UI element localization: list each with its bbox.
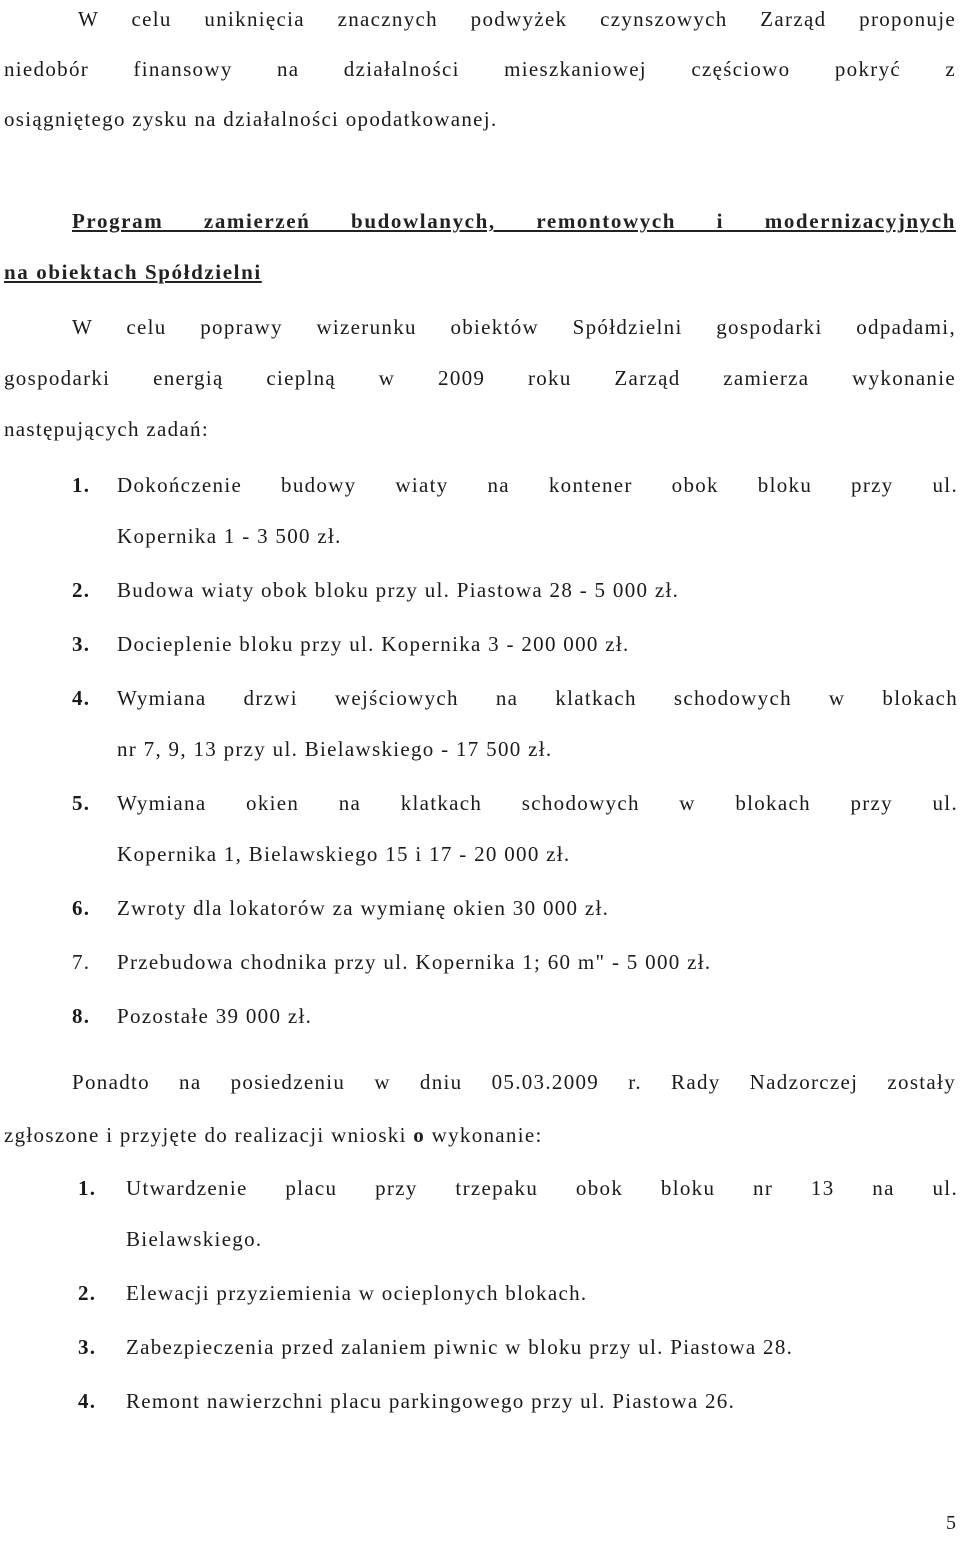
list-item — [78, 1376, 958, 1427]
list-item — [72, 460, 958, 562]
heading-line-2 — [4, 247, 956, 298]
list-item-number: 2. — [78, 1281, 97, 1305]
list-item — [72, 991, 958, 1042]
list-item — [72, 883, 958, 934]
list-item-number: 4. — [78, 1389, 97, 1413]
plan-line-1: W celu poprawy wizerunku obiektów Spółdzielni gospodarki odpadami, — [72, 315, 956, 339]
outro-text-a: zgłoszone i przyjęte do realizacji wnioski — [4, 1123, 414, 1147]
list-item-number: 3. — [72, 632, 91, 656]
list-item-text-continued: Kopernika 1, Bielawskiego 15 i 17 - 20 000 zł. — [117, 842, 571, 866]
list-item-text: Remont nawierzchni placu parkingowego przy ul. Piastowa 26. — [126, 1389, 736, 1413]
list-item-text: Docieplenie bloku przy ul. Kopernika 3 - 200 000 zł. — [117, 632, 630, 656]
outro-line-2 — [4, 1109, 956, 1162]
intro-line-3: osiągniętego zysku na działalności opodatkowanej. — [4, 107, 498, 131]
list-item-number: 4. — [72, 686, 91, 710]
heading-line-1 — [4, 196, 956, 247]
list-item — [78, 1322, 958, 1373]
list-item-number: 7. — [72, 950, 91, 974]
list-item-text: Przebudowa chodnika przy ul. Kopernika 1; 60 m" - 5 000 zł. — [117, 950, 712, 974]
list-item-text-continued: Bielawskiego. — [126, 1227, 263, 1251]
list-item-text-continued: nr 7, 9, 13 przy ul. Bielawskiego - 17 500 zł. — [117, 737, 553, 761]
list-item-number: 6. — [72, 896, 91, 920]
list-item-number: 8. — [72, 1004, 91, 1028]
list-item-text: Budowa wiaty obok bloku przy ul. Piastowa 28 - 5 000 zł. — [117, 578, 680, 602]
list-item-number: 1. — [78, 1176, 97, 1200]
list-item-text: Zabezpieczenia przed zalaniem piwnic w bloku przy ul. Piastowa 28. — [126, 1335, 794, 1359]
list-item — [72, 778, 958, 880]
plan-paragraph — [4, 302, 956, 455]
heading-text-1: Program zamierzeń budowlanych, remontowych i modernizacyjnych — [72, 209, 956, 233]
list-item — [72, 619, 958, 670]
heading-text-2: na obiektach Spółdzielni — [4, 260, 262, 284]
list-item — [72, 673, 958, 775]
page-number: 5 — [946, 1512, 956, 1534]
intro-line-2: niedobór finansowy na działalności mieszkaniowej częściowo pokryć z — [4, 57, 956, 81]
list-item-text: Wymiana okien na klatkach schodowych w blokach przy ul. — [117, 791, 958, 815]
list-item — [72, 937, 958, 988]
plan-line-3: następujących zadań: — [4, 417, 209, 441]
list-item-text: Zwroty dla lokatorów za wymianę okien 30 000 zł. — [117, 896, 610, 920]
intro-paragraph — [4, 0, 956, 144]
list-item-number: 1. — [72, 473, 91, 497]
list-item-number: 5. — [72, 791, 91, 815]
task-list — [72, 460, 958, 1045]
list-item-text: Utwardzenie placu przy trzepaku obok bloku nr 13 na ul. — [126, 1176, 958, 1200]
outro-paragraph — [4, 1056, 956, 1162]
list-item — [78, 1163, 958, 1265]
list-item-text: Wymiana drzwi wejściowych na klatkach schodowych w blokach — [117, 686, 958, 710]
list-item-text: Dokończenie budowy wiaty na kontener obok bloku przy ul. — [117, 473, 958, 497]
section-heading — [4, 196, 956, 298]
list-item-text-continued: Kopernika 1 - 3 500 zł. — [117, 524, 342, 548]
list-item — [72, 565, 958, 616]
outro-text-c: wykonanie: — [425, 1123, 543, 1147]
list-item-number: 3. — [78, 1335, 97, 1359]
list-item-text: Pozostałe 39 000 zł. — [117, 1004, 313, 1028]
plan-line-2: gospodarki energią cieplną w 2009 roku Zarząd zamierza wykonanie — [4, 366, 956, 390]
list-item — [78, 1268, 958, 1319]
outro-line-1: Ponadto na posiedzeniu w dniu 05.03.2009 r. Rady Nadzorczej zostały — [72, 1070, 956, 1094]
list-item-text: Elewacji przyziemienia w ocieplonych blokach. — [126, 1281, 588, 1305]
intro-line-1: W celu uniknięcia znacznych podwyżek czynszowych Zarząd proponuje — [78, 7, 956, 31]
list-item-number: 2. — [72, 578, 91, 602]
proposal-list — [78, 1163, 958, 1430]
outro-text-b: o — [413, 1123, 426, 1147]
